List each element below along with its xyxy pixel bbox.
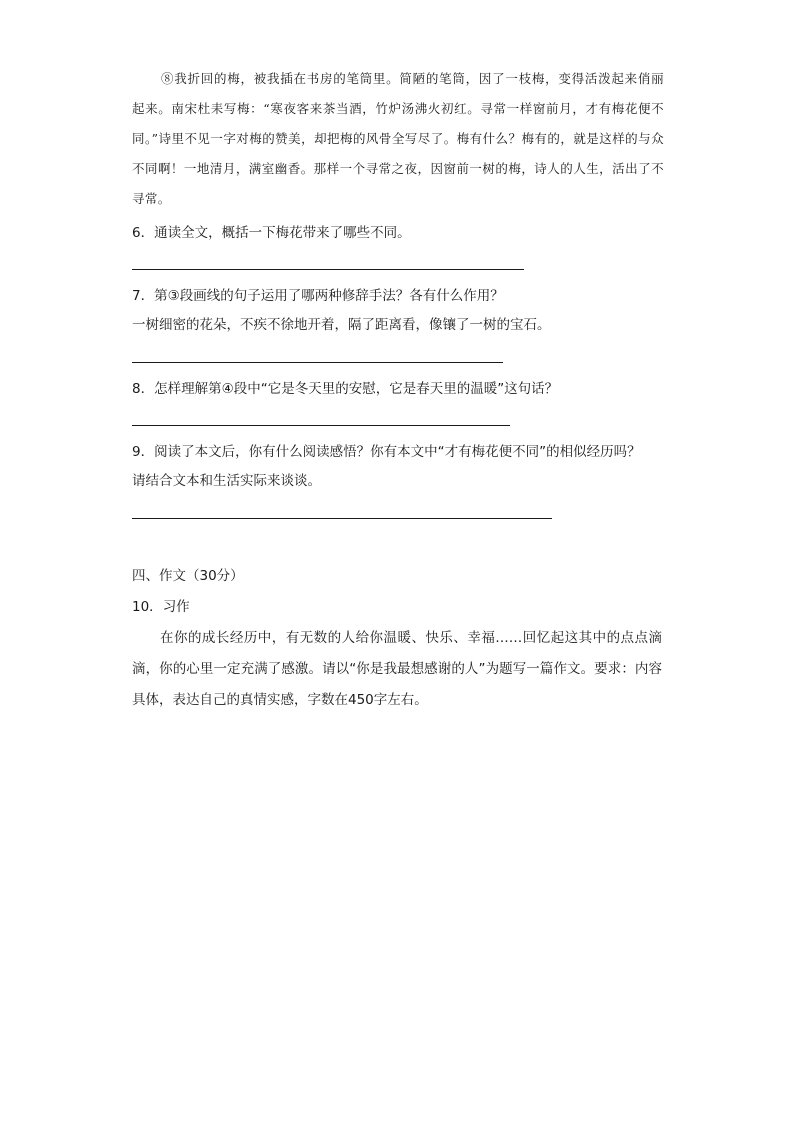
question-8-number: 8． [132,381,155,397]
question-9-text: 阅读了本文后，你有什么阅读感悟？你有本文中“才有梅花便不同”的相似经历吗？ [154,444,641,460]
question-10-title: 习作 [162,599,190,615]
composition-prompt: 在你的成长经历中，有无数的人给你温暖、快乐、幸福……回忆起这其中的点点滴滴，你的心里一定充满了感激。请以“你是我最想感谢的人”为题写一篇作文。要求：内容具体，表达自己的真情实感，字数在450字左右。 [132,630,662,708]
passage-paragraph-8: ⑧我折回的梅，被我插在书房的笔筒里。简陋的笔筒，因了一枝梅，变得活泼起来俏丽起来。南宋杜耒写梅：“寒夜客来茶当酒，竹炉汤沸火初红。寻常一样窗前月，才有梅花便不同。”诗里不见一字对梅的赞美，却把梅的风骨全写尽了。梅有什么？梅有的，就是这样的与众不同啊！一地清月，满室幽香。那样一个寻常之夜，因窗前一树的梅，诗人的人生，活出了不寻常。 [132,71,664,206]
section-title-composition: 四、作文（30分） [132,568,244,584]
question-6-text: 通读全文，概括一下梅花带来了哪些不同。 [154,225,411,241]
question-7-text: 第③段画线的句子运用了哪两种修辞手法？各有什么作用？ [154,288,504,304]
question-7-number: 7． [132,288,155,304]
answer-line-8[interactable] [132,425,510,426]
question-9-line-2: 请结合文本和生活实际来谈谈。 [132,473,321,489]
answer-line-7[interactable] [132,362,503,363]
answer-line-9[interactable] [132,518,552,519]
question-10 [132,594,190,620]
question-10-number: 10． [132,599,163,615]
question-6-number: 6． [132,225,155,241]
answer-line-6[interactable] [132,269,524,270]
question-8 [132,376,558,402]
question-8-text: 怎样理解第④段中“它是冬天里的安慰，它是春天里的温暖”这句话？ [154,381,559,397]
question-9 [132,439,641,465]
question-7-quote: 一树细密的花朵，不疾不徐地开着，隔了距离看，像镶了一树的宝石。 [132,317,551,333]
question-9-number: 9． [132,444,155,460]
question-6 [132,220,411,246]
question-7 [132,283,504,309]
